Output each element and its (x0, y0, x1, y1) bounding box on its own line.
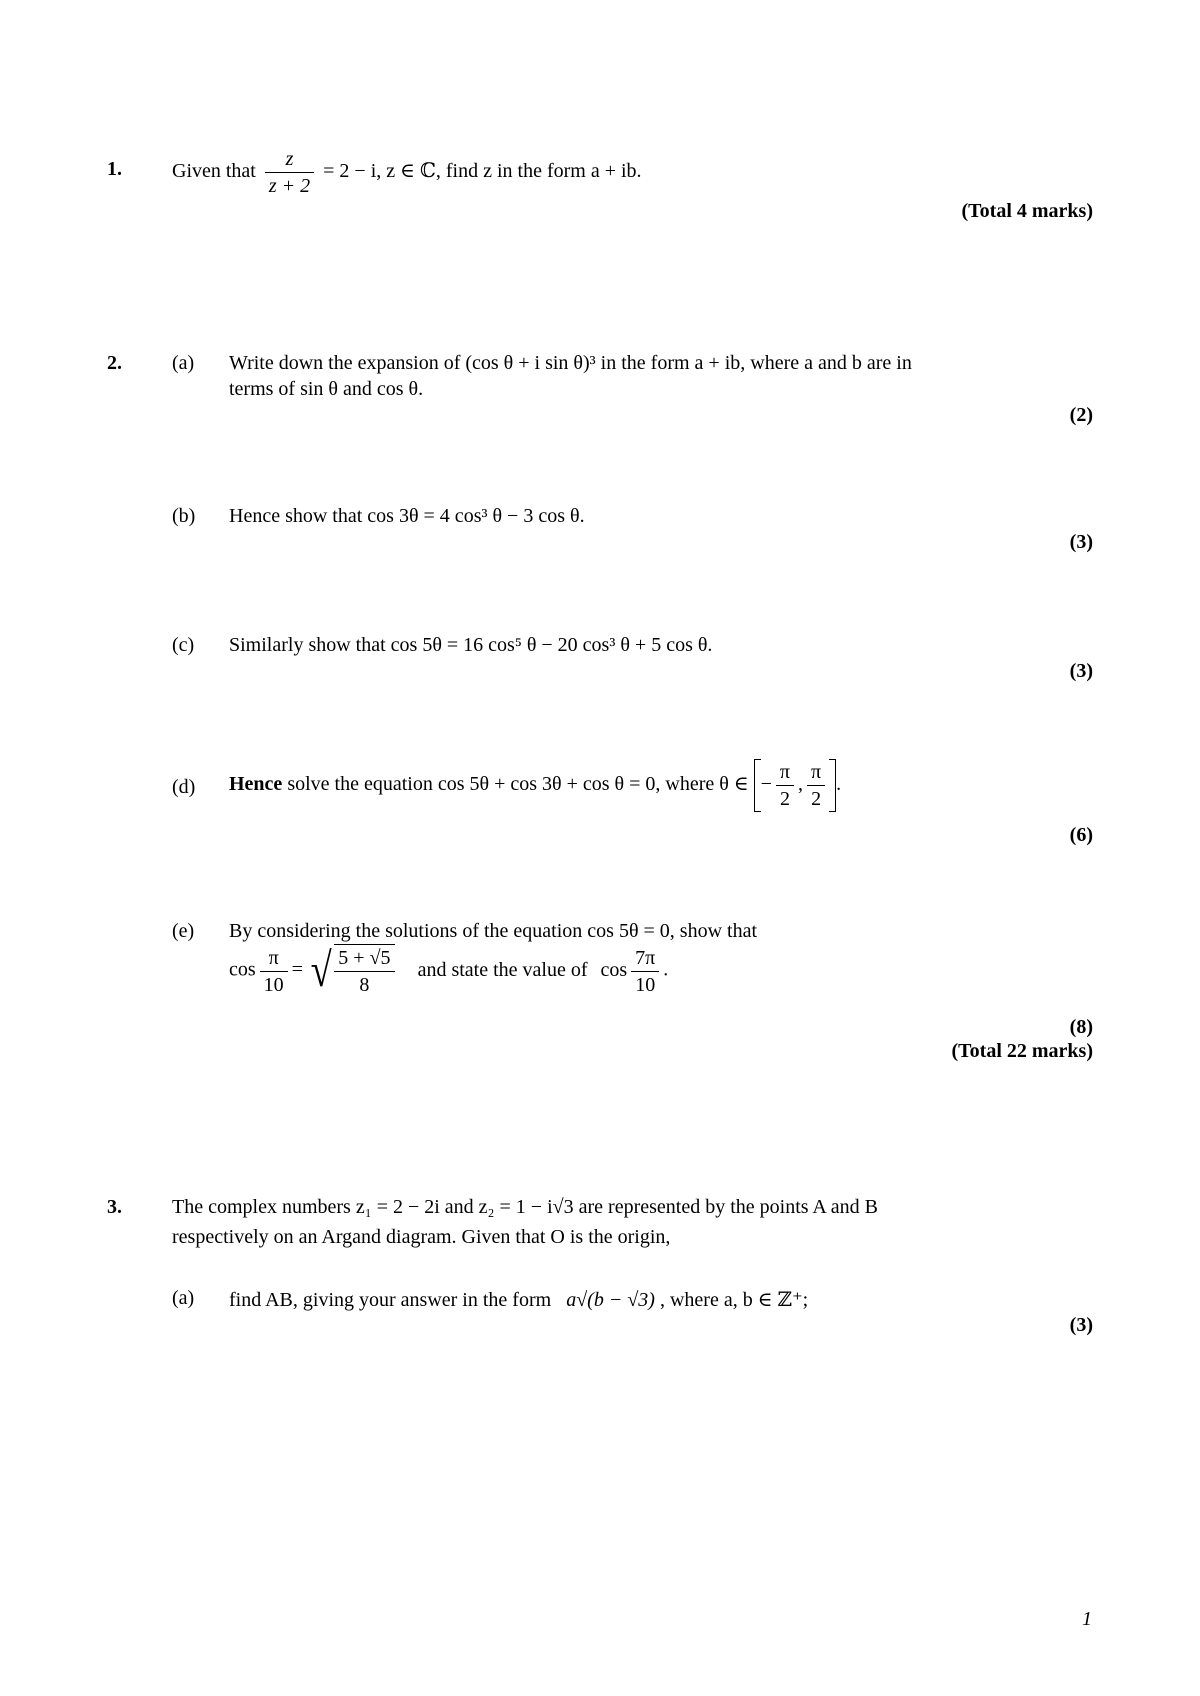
q2c-marks: (3) (1069, 660, 1093, 682)
q2d-marks: (6) (1069, 824, 1093, 846)
q2a-marks: (2) (1069, 404, 1093, 426)
q3a-marks: (3) (1069, 1314, 1093, 1336)
question-2-number: 2. (107, 352, 122, 374)
q1-frac-den: z + 2 (268, 175, 311, 197)
q2e-mid: and state the value of (417, 958, 588, 981)
question-1-number: 1. (107, 158, 122, 180)
q2b-text: Hence show that cos 3θ = 4 cos³ θ − 3 cos θ. (229, 505, 585, 527)
q3a-text (229, 1287, 808, 1312)
q2c-label: (c) (172, 634, 195, 656)
q2d-left-frac: $\frac{\pi}{2}$ (776, 759, 794, 812)
q2b-label: (b) (172, 505, 196, 527)
q1-frac-num: z (265, 146, 314, 173)
page-number: 1 (1082, 1608, 1092, 1630)
q3a-post: , where a, b ∈ ℤ⁺; (659, 1289, 809, 1311)
q2a-line2: terms of sin θ and cos θ. (229, 378, 424, 400)
q2e-label: (e) (172, 920, 195, 942)
q2e-cos-2: cos (600, 958, 628, 981)
q2e-formula: cos $\frac{\pi}{10}$ = √ $\frac{5 + √5}{8}$ and state the value of cos $\frac{7\pi}{10}$ . (229, 944, 669, 997)
q1-fraction (265, 146, 314, 199)
q2d-interval: − $\frac{\pi}{2}$ , $\frac{\pi}{2}$ (754, 759, 837, 812)
q3a-label: (a) (172, 1287, 195, 1309)
q1-total-marks: (Total 4 marks) (961, 200, 1093, 222)
q3-line1: The complex numbers z₁ = 2 − 2i and z₂ = 1 − i√3 are represented by the points A and B (172, 1196, 878, 1218)
question-3-number: 3. (107, 1196, 122, 1218)
q2a-label: (a) (172, 352, 195, 374)
q2e-pi-over-10: $\frac{\pi}{10}$ (260, 945, 288, 998)
q2d-right-frac: $\frac{\pi}{2}$ (807, 759, 825, 812)
q2e-root-frac: $\frac{5 + √5}{8}$ (334, 944, 394, 998)
q3a-pre: find AB, giving your answer in the form (229, 1289, 552, 1311)
q2d-equation: solve the equation cos 5θ + cos 3θ + cos θ = 0, where θ ∈ (287, 773, 749, 796)
q2d-text: Hence solve the equation cos 5θ + cos 3θ + cos θ = 0, where θ ∈ − $\frac{\pi}{2}$ , $\frac{\pi}{2}$ . (229, 761, 842, 810)
q2e-7pi-over-10: $\frac{7\pi}{10}$ (631, 945, 659, 998)
q2b-marks: (3) (1069, 531, 1093, 553)
q2a-line1: Write down the expansion of (cos θ + i sin θ)³ in the form a + ib, where a and b are in (229, 352, 912, 374)
q3-line2: respectively on an Argand diagram. Given that O is the origin, (172, 1226, 671, 1248)
q2d-label: (d) (172, 776, 196, 798)
q2c-text: Similarly show that cos 5θ = 16 cos⁵ θ − 20 cos³ θ + 5 cos θ. (229, 634, 713, 656)
q2d-hence: Hence (229, 773, 283, 796)
question-1-text (172, 146, 642, 199)
q3a-form: a√(b − √3) (566, 1289, 655, 1311)
q2-total-marks: (Total 22 marks) (951, 1040, 1093, 1062)
q2e-marks: (8) (1069, 1016, 1093, 1038)
q2e-equals: = (291, 958, 303, 981)
q2e-radical-sign: √ (310, 944, 332, 997)
q2e-line1: By considering the solutions of the equation cos 5θ = 0, show that (229, 920, 758, 942)
q1-intro: Given that (172, 160, 256, 183)
q1-after: = 2 − i, z ∈ ℂ, find z in the form a + ib. (323, 160, 642, 183)
q2e-cos: cos (229, 958, 256, 981)
